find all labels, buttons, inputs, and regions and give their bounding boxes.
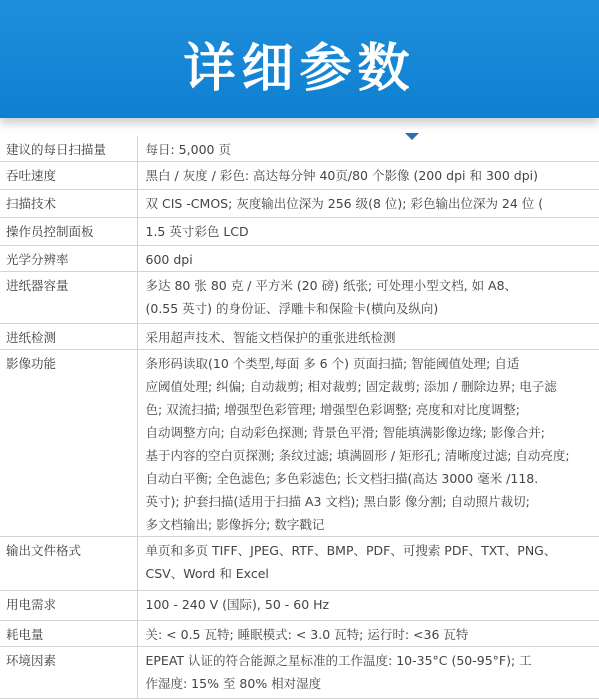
- spec-label: 光学分辨率: [0, 246, 137, 272]
- spec-table: [0, 136, 599, 699]
- spec-row: [0, 591, 599, 621]
- spec-value-line: 应阈值处理; 纠偏; 自动裁剪; 相对裁剪; 固定裁剪; 添加 / 删除边界; 电子滤: [145, 379, 557, 394]
- spec-row: [0, 218, 599, 246]
- spec-value: [137, 647, 599, 699]
- spec-value: [137, 162, 599, 190]
- spec-value: [137, 136, 599, 162]
- spec-label: 进纸器容量: [0, 272, 137, 324]
- spec-value-line: 作湿度: 15% 至 80% 相对湿度: [145, 676, 322, 691]
- spec-row: [0, 621, 599, 647]
- page-title: 详细参数: [183, 39, 416, 99]
- spec-row: [0, 647, 599, 699]
- spec-value: [137, 272, 599, 324]
- spec-value-line: 多达 80 张 80 克 / 平方米 (20 磅) 纸张; 可处理小型文档, 如 A8、: [145, 278, 518, 293]
- spec-value: [137, 350, 599, 537]
- spec-value-line: 采用超声技术、智能文档保护的重张进纸检测: [145, 330, 396, 345]
- spec-row: [0, 272, 599, 324]
- spec-value-line: 条形码读取(10 个类型,每面 多 6 个) 页面扫描; 智能阈值处理; 自适: [145, 356, 520, 371]
- spec-label: 耗电量: [0, 621, 137, 647]
- spec-label: 用电需求: [0, 591, 137, 621]
- spec-value-line: EPEAT 认证的符合能源之星标准的工作温度: 10-35°C (50-95°F); 工: [145, 653, 532, 668]
- spec-value-line: 基于内容的空白页探测; 条纹过滤; 填满圆形 / 矩形孔; 清晰度过滤; 自动亮度;: [145, 448, 570, 463]
- spec-label: 进纸检测: [0, 324, 137, 350]
- spec-row: [0, 190, 599, 218]
- spec-value-line: 英寸); 护套扫描(适用于扫描 A3 文档); 黑白影 像分割; 自动照片裁切;: [145, 494, 530, 509]
- spec-value-line: 自动调整方向; 自动彩色探测; 背景色平滑; 智能填满影像边缘; 影像合并;: [145, 425, 545, 440]
- spec-label: 吞吐速度: [0, 162, 137, 190]
- spec-value-line: 1.5 英寸彩色 LCD: [145, 224, 249, 239]
- spec-value-line: 600 dpi: [145, 252, 193, 267]
- spec-row: [0, 537, 599, 591]
- spec-label: 建议的每日扫描量: [0, 136, 137, 162]
- spec-value-line: 单页和多页 TIFF、JPEG、RTF、BMP、PDF、可搜索 PDF、TXT、PNG、: [145, 543, 557, 558]
- header-banner: [0, 0, 599, 136]
- spec-value-line: 自动白平衡; 全色滤色; 多色彩滤色; 长文档扫描(高达 3000 毫米 /118.: [145, 471, 539, 486]
- spec-value: [137, 537, 599, 591]
- spec-label: 环境因素: [0, 647, 137, 699]
- spec-row: [0, 350, 599, 537]
- spec-value-line: 多文档输出; 影像拆分; 数字戳记: [145, 517, 325, 532]
- spec-row: [0, 136, 599, 162]
- spec-label: 影像功能: [0, 350, 137, 537]
- spec-value: [137, 621, 599, 647]
- spec-value: [137, 324, 599, 350]
- spec-label: 扫描技术: [0, 190, 137, 218]
- spec-value-line: 每日: 5,000 页: [145, 142, 231, 157]
- spec-value-line: (0.55 英寸) 的身份证、浮雕卡和保险卡(横向及纵向): [145, 301, 439, 316]
- spec-label: 输出文件格式: [0, 537, 137, 591]
- spec-value-line: CSV、Word 和 Excel: [145, 566, 269, 581]
- spec-value-line: 黑白 / 灰度 / 彩色: 高达每分钟 40页/80 个影像 (200 dpi 和 300 dpi): [145, 168, 538, 183]
- spec-value: [137, 218, 599, 246]
- spec-row: [0, 162, 599, 190]
- spec-value: [137, 190, 599, 218]
- spec-row: [0, 324, 599, 350]
- spec-value-line: 关: < 0.5 瓦特; 睡眠模式: < 3.0 瓦特; 运行时: <36 瓦特: [145, 627, 469, 642]
- spec-value-line: 色; 双流扫描; 增强型色彩管理; 增强型色彩调整; 亮度和对比度调整;: [145, 402, 520, 417]
- spec-value-line: 双 CIS -CMOS; 灰度输出位深为 256 级(8 位); 彩色输出位深为 24 位 (: [145, 196, 544, 211]
- spec-value: [137, 591, 599, 621]
- spec-value: [137, 246, 599, 272]
- spec-value-line: 100 - 240 V (国际), 50 - 60 Hz: [145, 597, 330, 612]
- spec-row: [0, 246, 599, 272]
- spec-label: 操作员控制面板: [0, 218, 137, 246]
